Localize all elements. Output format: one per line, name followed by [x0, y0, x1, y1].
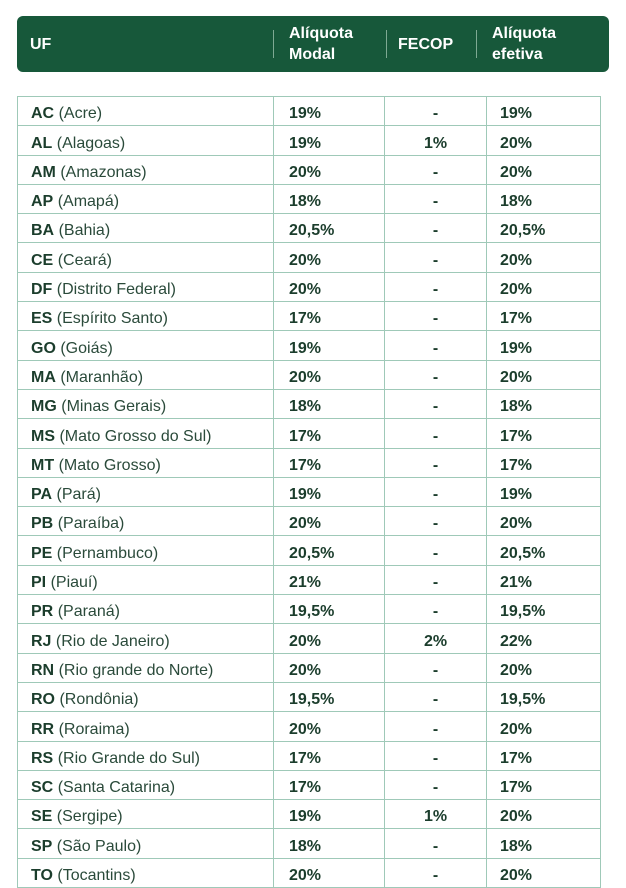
table-row: [18, 565, 601, 594]
aliquota-modal-cell: 21%: [274, 565, 385, 594]
state-code: DF: [31, 281, 53, 299]
header-divider: [476, 30, 477, 58]
state-cell: [18, 741, 274, 770]
aliquota-efetiva-cell: 19,5%: [487, 682, 601, 711]
state-code: AL: [31, 134, 53, 152]
aliquota-efetiva-cell: 17%: [487, 448, 601, 477]
fecop-cell: -: [385, 243, 487, 272]
table-row: [18, 507, 601, 536]
aliquota-modal-cell: 20,5%: [274, 214, 385, 243]
aliquota-modal-cell: 19%: [274, 126, 385, 155]
table-row: [18, 653, 601, 682]
state-cell: [18, 800, 274, 829]
header-aliquota-modal-line1: Alíquota: [289, 25, 353, 42]
state-code: PI: [31, 574, 47, 592]
aliquota-efetiva-cell: 20%: [487, 126, 601, 155]
table-row: [18, 448, 601, 477]
aliquota-efetiva-cell: 20%: [487, 800, 601, 829]
aliquota-modal-cell: 19%: [274, 331, 385, 360]
aliquota-modal-cell: 19,5%: [274, 595, 385, 624]
header-aliquota-modal-line2: Modal: [289, 46, 336, 63]
state-name: (Mato Grosso do Sul): [59, 427, 212, 445]
state-cell: [18, 360, 274, 389]
state-name: (Rio grande do Norte): [58, 661, 214, 679]
aliquota-efetiva-cell: 18%: [487, 829, 601, 858]
fecop-cell: -: [385, 565, 487, 594]
state-code: PE: [31, 544, 53, 562]
fecop-cell: 1%: [385, 800, 487, 829]
state-cell: [18, 302, 274, 331]
state-cell: [18, 858, 274, 887]
state-name: (Piauí): [50, 574, 98, 592]
state-code: AC: [31, 105, 55, 123]
header-uf: UF: [30, 35, 52, 53]
state-name: (Tocantins): [57, 867, 136, 885]
aliquota-efetiva-cell: 20%: [487, 360, 601, 389]
aliquota-modal-cell: 17%: [274, 419, 385, 448]
fecop-cell: -: [385, 741, 487, 770]
state-cell: [18, 770, 274, 799]
state-name: (Rio Grande do Sul): [57, 749, 200, 767]
header-divider: [386, 30, 387, 58]
state-cell: [18, 829, 274, 858]
state-cell: [18, 155, 274, 184]
aliquota-modal-cell: 20%: [274, 272, 385, 301]
aliquota-modal-cell: 17%: [274, 770, 385, 799]
aliquota-modal-cell: 18%: [274, 184, 385, 213]
aliquota-efetiva-cell: 20%: [487, 243, 601, 272]
state-code: MG: [31, 398, 57, 416]
aliquota-efetiva-cell: 20,5%: [487, 214, 601, 243]
aliquota-efetiva-cell: 17%: [487, 741, 601, 770]
table-row: [18, 302, 601, 331]
state-name: (Ceará): [57, 251, 112, 269]
aliquota-modal-cell: 19%: [274, 97, 385, 126]
state-name: (Sergipe): [56, 808, 123, 826]
aliquota-modal-cell: 18%: [274, 829, 385, 858]
aliquota-modal-cell: 19%: [274, 477, 385, 506]
state-name: (Rio de Janeiro): [55, 632, 170, 650]
aliquota-efetiva-cell: 20%: [487, 155, 601, 184]
table-row: [18, 184, 601, 213]
state-code: PB: [31, 515, 54, 533]
state-name: (Santa Catarina): [57, 779, 176, 797]
aliquota-efetiva-cell: 20,5%: [487, 536, 601, 565]
state-code: AM: [31, 163, 56, 181]
state-code: SP: [31, 837, 53, 855]
fecop-cell: 2%: [385, 624, 487, 653]
fecop-cell: -: [385, 477, 487, 506]
state-cell: [18, 97, 274, 126]
state-code: MA: [31, 368, 56, 386]
table-row: [18, 126, 601, 155]
state-code: CE: [31, 251, 54, 269]
fecop-cell: -: [385, 682, 487, 711]
state-code: RJ: [31, 632, 52, 650]
aliquota-efetiva-cell: 19%: [487, 331, 601, 360]
table-row: [18, 477, 601, 506]
state-code: AP: [31, 193, 54, 211]
fecop-cell: -: [385, 448, 487, 477]
aliquota-modal-cell: 17%: [274, 741, 385, 770]
state-code: MT: [31, 456, 55, 474]
aliquota-modal-cell: 20%: [274, 360, 385, 389]
state-cell: [18, 448, 274, 477]
table-header: [17, 16, 609, 72]
aliquota-efetiva-cell: 20%: [487, 272, 601, 301]
state-code: ES: [31, 310, 53, 328]
aliquota-modal-cell: 20%: [274, 155, 385, 184]
state-code: RO: [31, 691, 55, 709]
fecop-cell: -: [385, 272, 487, 301]
aliquota-efetiva-cell: 19%: [487, 97, 601, 126]
state-code: RR: [31, 720, 55, 738]
fecop-cell: -: [385, 97, 487, 126]
aliquota-efetiva-cell: 21%: [487, 565, 601, 594]
aliquota-modal-cell: 17%: [274, 448, 385, 477]
fecop-cell: -: [385, 302, 487, 331]
header-aliquota-efetiva-line1: Alíquota: [492, 25, 556, 42]
state-name: (Pará): [56, 486, 101, 504]
fecop-cell: 1%: [385, 126, 487, 155]
state-name: (Minas Gerais): [61, 398, 167, 416]
aliquota-modal-cell: 20%: [274, 624, 385, 653]
state-cell: [18, 419, 274, 448]
state-name: (Bahia): [58, 222, 111, 240]
table-row: [18, 214, 601, 243]
state-name: (Acre): [58, 105, 103, 123]
table-row: [18, 331, 601, 360]
state-code: TO: [31, 867, 53, 885]
table-row: [18, 97, 601, 126]
state-code: GO: [31, 339, 56, 357]
state-name: (Mato Grosso): [58, 456, 161, 474]
fecop-cell: -: [385, 155, 487, 184]
aliquota-efetiva-cell: 19,5%: [487, 595, 601, 624]
fecop-cell: -: [385, 770, 487, 799]
state-name: (Paraíba): [57, 515, 125, 533]
fecop-cell: -: [385, 419, 487, 448]
state-name: (Maranhão): [60, 368, 144, 386]
table-row: [18, 682, 601, 711]
state-name: (Amapá): [57, 193, 120, 211]
state-name: (Pernambuco): [56, 544, 159, 562]
fecop-cell: -: [385, 507, 487, 536]
fecop-cell: -: [385, 712, 487, 741]
state-name: (São Paulo): [56, 837, 142, 855]
fecop-cell: -: [385, 829, 487, 858]
aliquota-efetiva-cell: 17%: [487, 770, 601, 799]
state-cell: [18, 331, 274, 360]
fecop-cell: -: [385, 214, 487, 243]
header-aliquota-efetiva: [492, 16, 602, 72]
state-code: MS: [31, 427, 55, 445]
state-cell: [18, 126, 274, 155]
aliquota-modal-cell: 20%: [274, 653, 385, 682]
state-cell: [18, 712, 274, 741]
table-row: [18, 858, 601, 887]
aliquota-efetiva-cell: 19%: [487, 477, 601, 506]
aliquota-modal-cell: 19,5%: [274, 682, 385, 711]
state-code: SE: [31, 808, 53, 826]
state-code: PA: [31, 486, 53, 504]
state-code: SC: [31, 779, 54, 797]
state-name: (Espírito Santo): [56, 310, 168, 328]
fecop-cell: -: [385, 595, 487, 624]
header-aliquota-modal: [289, 16, 385, 72]
state-cell: [18, 595, 274, 624]
aliquota-efetiva-cell: 20%: [487, 653, 601, 682]
state-cell: [18, 536, 274, 565]
table-row: [18, 770, 601, 799]
state-cell: [18, 682, 274, 711]
fecop-cell: -: [385, 389, 487, 418]
state-code: PR: [31, 603, 54, 621]
table-row: [18, 595, 601, 624]
state-name: (Roraima): [58, 720, 130, 738]
state-cell: [18, 214, 274, 243]
aliquota-modal-cell: 20%: [274, 858, 385, 887]
table-row: [18, 624, 601, 653]
fecop-cell: -: [385, 536, 487, 565]
state-cell: [18, 507, 274, 536]
table-row: [18, 155, 601, 184]
aliquota-modal-cell: 19%: [274, 800, 385, 829]
table-row: [18, 536, 601, 565]
table-row: [18, 243, 601, 272]
aliquota-efetiva-cell: 20%: [487, 858, 601, 887]
fecop-cell: -: [385, 653, 487, 682]
state-name: (Alagoas): [56, 134, 126, 152]
aliquota-efetiva-cell: 20%: [487, 712, 601, 741]
state-name: (Goiás): [60, 339, 113, 357]
header-aliquota-efetiva-line2: efetiva: [492, 46, 543, 63]
state-cell: [18, 243, 274, 272]
aliquota-modal-cell: 17%: [274, 302, 385, 331]
state-code: BA: [31, 222, 55, 240]
state-cell: [18, 565, 274, 594]
state-name: (Amazonas): [60, 163, 147, 181]
aliquota-efetiva-cell: 17%: [487, 419, 601, 448]
table-row: [18, 360, 601, 389]
state-cell: [18, 653, 274, 682]
header-fecop: FECOP: [398, 35, 454, 53]
state-cell: [18, 477, 274, 506]
aliquota-efetiva-cell: 20%: [487, 507, 601, 536]
table-row: [18, 389, 601, 418]
state-cell: [18, 389, 274, 418]
table-row: [18, 419, 601, 448]
fecop-cell: -: [385, 360, 487, 389]
aliquota-modal-cell: 20%: [274, 507, 385, 536]
table-row: [18, 829, 601, 858]
fecop-cell: -: [385, 331, 487, 360]
table-row: [18, 800, 601, 829]
state-cell: [18, 184, 274, 213]
aliquota-modal-cell: 20,5%: [274, 536, 385, 565]
state-code: RS: [31, 749, 54, 767]
state-name: (Distrito Federal): [56, 281, 176, 299]
aliquota-modal-cell: 18%: [274, 389, 385, 418]
state-name: (Rondônia): [59, 691, 139, 709]
state-cell: [18, 272, 274, 301]
aliquota-modal-cell: 20%: [274, 712, 385, 741]
state-name: (Paraná): [57, 603, 120, 621]
tax-rate-table: [17, 96, 601, 888]
fecop-cell: -: [385, 858, 487, 887]
table-row: [18, 741, 601, 770]
fecop-cell: -: [385, 184, 487, 213]
table-row: [18, 272, 601, 301]
aliquota-efetiva-cell: 17%: [487, 302, 601, 331]
aliquota-efetiva-cell: 18%: [487, 184, 601, 213]
state-code: RN: [31, 661, 55, 679]
header-divider: [273, 30, 274, 58]
aliquota-efetiva-cell: 22%: [487, 624, 601, 653]
state-cell: [18, 624, 274, 653]
table-row: [18, 712, 601, 741]
aliquota-modal-cell: 20%: [274, 243, 385, 272]
aliquota-efetiva-cell: 18%: [487, 389, 601, 418]
table-body: [18, 97, 601, 888]
